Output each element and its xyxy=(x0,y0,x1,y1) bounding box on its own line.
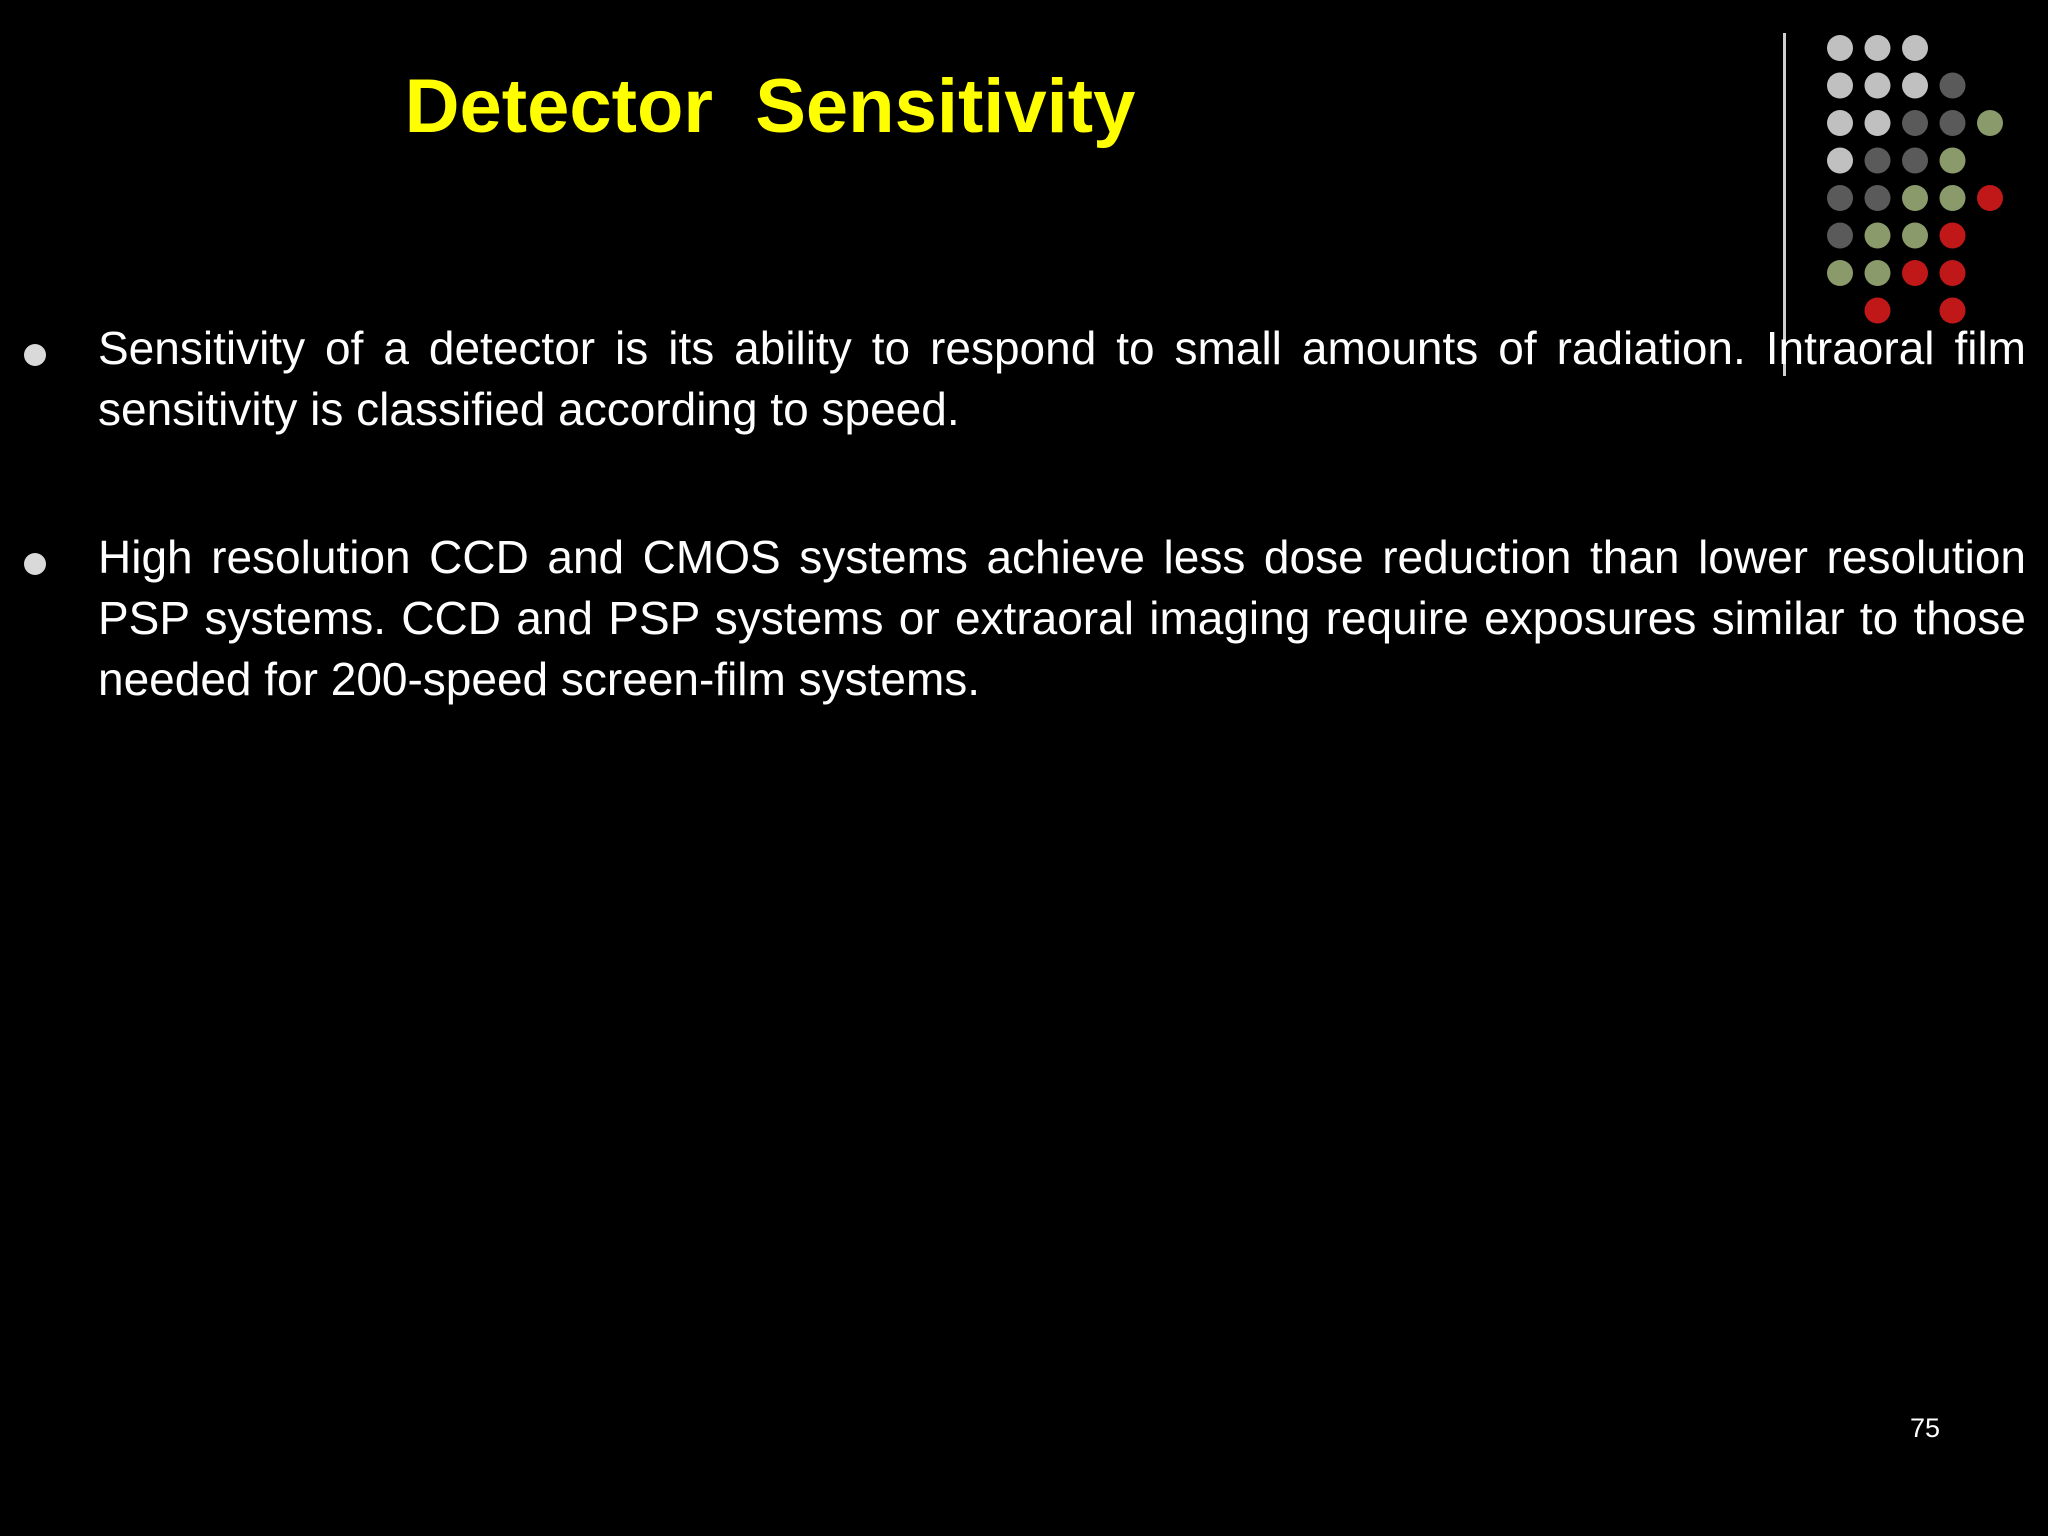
decorative-dot xyxy=(1940,185,1966,211)
slide-title: Detector Sensitivity xyxy=(404,64,1136,149)
decorative-dot xyxy=(1865,185,1891,211)
page-number: 75 xyxy=(1909,1413,1940,1443)
decorative-dot xyxy=(1865,148,1891,174)
decorative-dot xyxy=(1827,260,1853,286)
decorative-dot xyxy=(1902,223,1928,249)
decorative-dot xyxy=(1827,185,1853,211)
decorative-dot xyxy=(1827,73,1853,99)
decorative-dot xyxy=(1902,148,1928,174)
bullet-dot-icon xyxy=(24,344,46,366)
decorative-dot xyxy=(1827,148,1853,174)
decorative-dot xyxy=(1865,223,1891,249)
decorative-dot xyxy=(1827,35,1853,61)
decorative-dot xyxy=(1902,110,1928,136)
decorative-dot xyxy=(1865,35,1891,61)
decorative-dot xyxy=(1940,223,1966,249)
decorative-dot-grid xyxy=(0,0,2048,340)
decorative-dot xyxy=(1940,110,1966,136)
decorative-dot xyxy=(1865,110,1891,136)
decorative-dot xyxy=(1902,35,1928,61)
decorative-dot xyxy=(1865,260,1891,286)
decorative-dot xyxy=(1977,185,2003,211)
decorative-dot xyxy=(1827,110,1853,136)
decorative-dot xyxy=(1902,185,1928,211)
decorative-dot xyxy=(1902,73,1928,99)
decorative-dot xyxy=(1940,260,1966,286)
decorative-dot xyxy=(1827,223,1853,249)
bullet-dot-icon xyxy=(24,553,46,575)
decorative-dot xyxy=(1940,73,1966,99)
bullet-text: Sensitivity of a detector is its ability to respond to small amounts of radiation. Intraoral film sensitivity is classified according to speed. xyxy=(98,322,2026,435)
decorative-dot xyxy=(1865,73,1891,99)
bullet-text: High resolution CCD and CMOS systems achieve less dose reduction than lower resolution PSP systems. CCD and PSP systems or extraoral imaging require exposures similar to those needed for 200-speed screen-film systems. xyxy=(98,531,2026,705)
decorative-dot xyxy=(1902,260,1928,286)
decorative-dot xyxy=(1977,110,2003,136)
decorative-dot xyxy=(1940,148,1966,174)
